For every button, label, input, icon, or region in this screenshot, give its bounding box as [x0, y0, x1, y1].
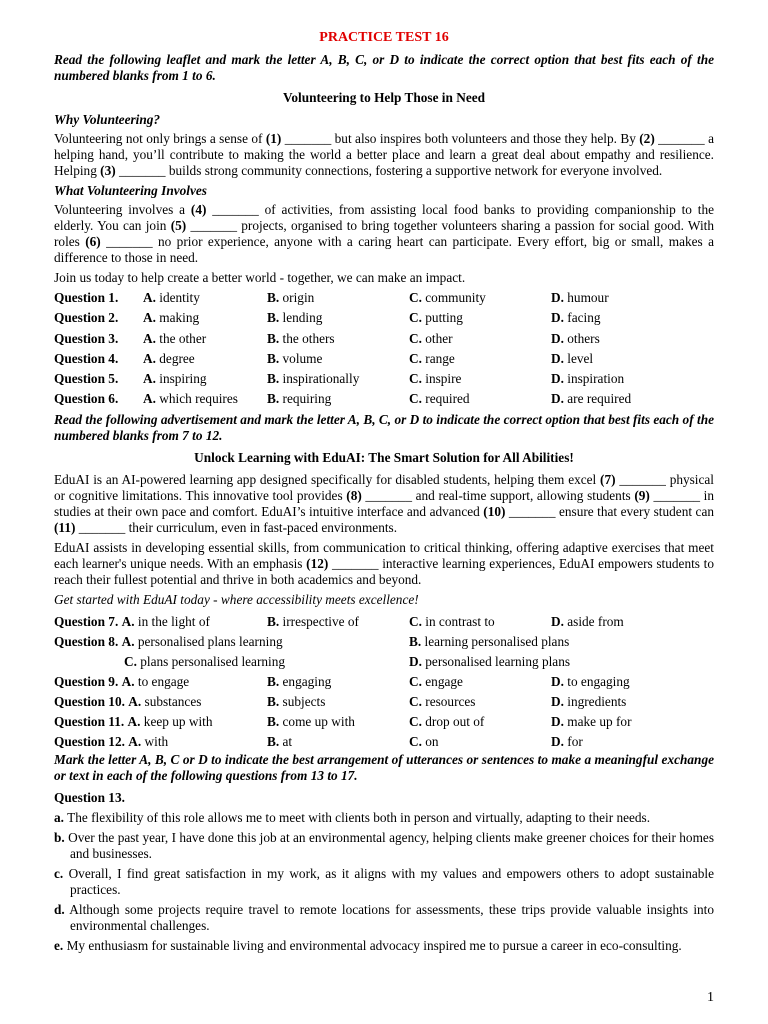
- option-letter: A.: [143, 371, 156, 387]
- option-letter: A.: [127, 713, 141, 729]
- item-letter: a.: [54, 809, 64, 825]
- question-11-row: [54, 712, 714, 732]
- option-letter: D.: [551, 733, 564, 749]
- option-c[interactable]: engage: [425, 673, 463, 689]
- leaflet-heading: Volunteering to Help Those in Need: [282, 90, 486, 105]
- section1-questions: [54, 290, 714, 412]
- option-c[interactable]: drop out of: [425, 713, 485, 729]
- question-label: Question 8.: [54, 633, 119, 649]
- option-b[interactable]: lending: [282, 310, 323, 326]
- option-letter: B.: [267, 733, 280, 749]
- advert-heading: Unlock Learning with EduAI: The Smart Solution for All Abilities!: [194, 449, 574, 465]
- option-c[interactable]: in contrast to: [425, 613, 495, 629]
- option-letter: A.: [143, 330, 156, 346]
- option-d[interactable]: facing: [567, 310, 601, 326]
- question-8-row-2: [54, 652, 714, 672]
- option-letter: C.: [409, 613, 422, 629]
- question-8-row: [54, 632, 714, 652]
- option-letter: A.: [143, 350, 156, 366]
- option-d[interactable]: others: [567, 330, 600, 346]
- option-a[interactable]: with: [144, 733, 169, 749]
- blank-number: (2): [639, 131, 655, 146]
- option-letter: A.: [143, 310, 156, 326]
- option-letter: C.: [409, 391, 422, 407]
- item-letter: d.: [54, 901, 65, 917]
- option-letter: B.: [267, 310, 280, 326]
- question-row: [54, 351, 714, 371]
- option-letter: C.: [409, 310, 422, 326]
- question-row: [54, 310, 714, 330]
- question-label: Question 1.: [54, 290, 119, 305]
- item-letter: b.: [54, 829, 65, 845]
- question-7-row: [54, 612, 714, 632]
- blank-number: (10): [483, 503, 506, 519]
- option-letter: A.: [143, 391, 156, 407]
- option-d[interactable]: for: [567, 733, 583, 749]
- option-b[interactable]: learning personalised plans: [424, 633, 570, 649]
- option-letter: C.: [409, 733, 422, 749]
- question-13-label: Question 13.: [54, 789, 125, 805]
- option-letter: A.: [143, 290, 156, 305]
- option-b[interactable]: subjects: [282, 693, 326, 709]
- option-b[interactable]: at: [282, 733, 293, 749]
- blank-number: (6): [85, 234, 101, 249]
- option-letter: B.: [267, 371, 280, 387]
- option-d[interactable]: make up for: [567, 713, 632, 729]
- option-b[interactable]: requiring: [282, 391, 332, 407]
- option-letter: D.: [551, 330, 564, 346]
- option-letter: B.: [267, 330, 280, 346]
- question-label: Question 12.: [54, 733, 125, 749]
- question-row: [54, 331, 714, 351]
- option-a[interactable]: substances: [144, 693, 202, 709]
- option-letter: A.: [121, 633, 135, 649]
- arrangement-item: [54, 938, 714, 954]
- item-text: Overall, I find great satisfaction in my work, as it aligns with my values and empowers others to adopt sustainable practices.: [68, 865, 714, 897]
- option-a[interactable]: the other: [159, 330, 207, 346]
- option-d[interactable]: personalised learning plans: [425, 653, 571, 669]
- option-letter: D.: [551, 673, 564, 689]
- option-c[interactable]: putting: [425, 310, 463, 326]
- advert-tagline: Get started with EduAI today - where accessibility meets excellence!: [54, 591, 419, 607]
- arrangement-items: [54, 810, 714, 954]
- option-d[interactable]: level: [567, 350, 594, 366]
- question-label: Question 5.: [54, 371, 119, 387]
- option-letter: D.: [551, 350, 564, 366]
- question-label: Question 4.: [54, 350, 119, 366]
- advert-paragraph-2: EduAI assists in developing essential skills, from communication to critical thinking, offering adaptive exercises that meet each learner's unique needs. With an emphasis (12) _______ interactive learning experiences, EduAI empowers students to reach their fullest potential and thrive in both academics and beyond.: [54, 539, 714, 587]
- option-d[interactable]: aside from: [567, 613, 624, 629]
- subheading-what: What Volunteering Involves: [54, 183, 207, 198]
- question-9-row: [54, 672, 714, 692]
- section2-instruction: Read the following advertisement and mark the letter A, B, C, or D to indicate the correct option that best fits each of the numbered blanks from 7 to 12.: [54, 411, 714, 443]
- option-a[interactable]: identity: [159, 290, 200, 305]
- option-letter: B.: [409, 633, 422, 649]
- option-letter: C.: [409, 371, 422, 387]
- page-number: 1: [707, 990, 714, 1005]
- blank-number: (4): [190, 202, 207, 217]
- option-d[interactable]: ingredients: [567, 693, 627, 709]
- worksheet-page: [54, 30, 714, 958]
- item-text: Although some projects require travel to remote locations for assessments, these trips provide valuable insights into environmental challenges.: [69, 901, 714, 933]
- option-c[interactable]: required: [425, 391, 470, 407]
- question-row: [54, 290, 714, 310]
- option-b[interactable]: come up with: [282, 713, 355, 729]
- item-text: My enthusiasm for sustainable living and environmental advocacy inspired me to pursue a career in eco-consulting.: [66, 937, 682, 953]
- question-label: Question 10.: [54, 693, 125, 709]
- item-letter: c.: [54, 865, 64, 881]
- option-letter: B.: [267, 713, 280, 729]
- option-d[interactable]: to engaging: [567, 673, 630, 689]
- option-letter: A.: [128, 693, 142, 709]
- item-text: Over the past year, I have done this job at an environmental agency, helping clients make greener choices for their homes and businesses.: [68, 829, 714, 861]
- option-letter: D.: [551, 693, 564, 709]
- option-letter: D.: [551, 310, 564, 326]
- option-a[interactable]: to engage: [137, 673, 190, 689]
- question-row: [54, 391, 714, 411]
- option-a[interactable]: personalised plans learning: [137, 633, 283, 649]
- option-d[interactable]: are required: [567, 391, 632, 407]
- blank-number: (5): [170, 218, 187, 233]
- question-12-row: [54, 732, 714, 752]
- option-letter: C.: [409, 350, 422, 366]
- question-label: Question 2.: [54, 310, 119, 326]
- option-letter: B.: [267, 290, 280, 305]
- page-title: PRACTICE TEST 16: [319, 30, 449, 45]
- option-letter: A.: [121, 673, 135, 689]
- option-letter: D.: [551, 391, 564, 407]
- blank-number: (12): [306, 555, 329, 571]
- option-b[interactable]: volume: [282, 350, 323, 366]
- section1-instruction: Read the following leaflet and mark the letter A, B, C, or D to indicate the correct option that best fits each of the numbered blanks from 1 to 6.: [54, 52, 714, 83]
- option-b[interactable]: irrespective of: [282, 613, 359, 629]
- item-text: The flexibility of this role allows me to meet with clients both in person and virtually, adapting to their needs.: [67, 809, 651, 825]
- option-letter: C.: [409, 693, 422, 709]
- arrangement-item: [54, 830, 714, 862]
- option-letter: A.: [121, 613, 135, 629]
- option-letter: D.: [409, 653, 422, 669]
- option-letter: B.: [267, 693, 280, 709]
- option-letter: D.: [551, 713, 564, 729]
- option-c[interactable]: inspire: [425, 371, 462, 387]
- arrangement-item: [54, 866, 714, 898]
- option-c[interactable]: resources: [425, 693, 476, 709]
- option-c[interactable]: range: [425, 350, 455, 366]
- leaflet-paragraph-1: Volunteering not only brings a sense of (1) _______ but also inspires both volunteers and those they help. By (2) _______ a helping hand, you’ll contribute to making the world a better place and learn a great deal about empathy and resilience. Helping (3) _______ builds strong community connections, fostering a supportive network for everyone involved.: [54, 131, 714, 178]
- option-letter: D.: [551, 371, 564, 387]
- option-a[interactable]: in the light of: [137, 613, 210, 629]
- option-d[interactable]: humour: [567, 290, 609, 305]
- leaflet-paragraph-2: Volunteering involves a (4) _______ of activities, from assisting local food banks to providing companionship to the elderly. You can join (5) _______ projects, organised to bring together volunteers sharing a passion for social good. With roles (6) _______ no prior experience, anyone with a caring heart can participate. Every effort, big or small, makes a difference to those in need.: [54, 202, 714, 265]
- question-label: Question 7.: [54, 613, 119, 629]
- item-letter: e.: [54, 937, 64, 953]
- blank-number: (8): [346, 487, 362, 503]
- advert-paragraph-1: EduAI is an AI-powered learning app designed specifically for disabled students, helping them excel (7) _______ physical or cognitive limitations. This innovative tool provides (8) _______ and real-time support, allowing students (9) _______ in studies at their own pace and comfort. EduAI’s intuitive interface and advanced (10) _______ ensure that every student can (11) _______ their curriculum, even in fast-paced environments.: [54, 471, 715, 535]
- question-label: Question 3.: [54, 330, 119, 346]
- question-label: Question 11.: [54, 713, 125, 729]
- option-letter: A.: [128, 733, 142, 749]
- option-letter: C.: [409, 330, 422, 346]
- option-a[interactable]: degree: [159, 350, 195, 366]
- option-c[interactable]: on: [425, 733, 439, 749]
- option-d[interactable]: inspiration: [567, 371, 625, 387]
- arrangement-item: [54, 902, 714, 934]
- option-letter: B.: [267, 613, 280, 629]
- option-b[interactable]: the others: [282, 330, 335, 346]
- option-a[interactable]: which requires: [159, 391, 238, 407]
- option-b[interactable]: engaging: [282, 673, 332, 689]
- option-c[interactable]: other: [425, 330, 453, 346]
- question-row: [54, 371, 714, 391]
- blank-number: (7): [600, 471, 616, 487]
- blank-number: (9): [634, 487, 650, 503]
- option-letter: D.: [551, 290, 564, 305]
- blank-number: (3): [100, 163, 116, 178]
- option-c[interactable]: plans personalised learning: [140, 653, 286, 669]
- option-c[interactable]: community: [425, 290, 486, 305]
- subheading-why: Why Volunteering?: [54, 112, 161, 127]
- option-letter: D.: [551, 613, 564, 629]
- option-a[interactable]: inspiring: [159, 371, 207, 387]
- question-label: Question 9.: [54, 673, 119, 689]
- option-letter: B.: [267, 673, 280, 689]
- option-a[interactable]: making: [159, 310, 200, 326]
- option-letter: C.: [409, 290, 422, 305]
- option-b[interactable]: inspirationally: [282, 371, 360, 387]
- arrangement-item: [54, 810, 714, 826]
- option-b[interactable]: origin: [282, 290, 315, 305]
- question-10-row: [54, 692, 714, 712]
- question-label: Question 6.: [54, 391, 119, 407]
- section3-instruction: Mark the letter A, B, C or D to indicate the best arrangement of utterances or sentences to make a meaningful exchange or text in each of the following questions from 13 to 17.: [54, 751, 714, 783]
- leaflet-paragraph-3: Join us today to help create a better world - together, we can make an impact.: [54, 270, 466, 285]
- option-letter: B.: [267, 391, 280, 407]
- option-letter: C.: [124, 653, 137, 669]
- blank-number: (11): [54, 519, 76, 535]
- option-letter: C.: [409, 713, 422, 729]
- option-letter: B.: [267, 350, 280, 366]
- option-letter: C.: [409, 673, 422, 689]
- blank-number: (1): [265, 131, 282, 146]
- option-a[interactable]: keep up with: [143, 713, 213, 729]
